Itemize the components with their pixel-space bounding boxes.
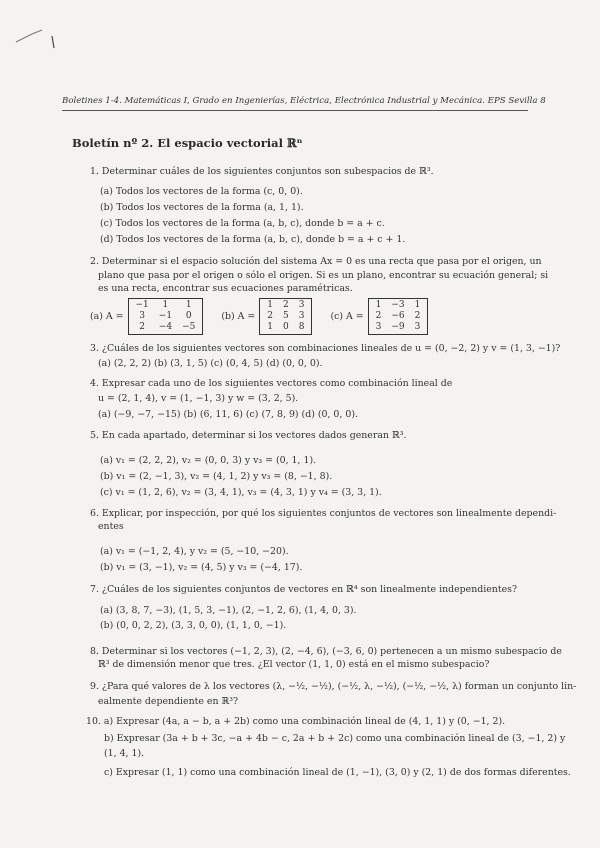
header-rule	[62, 110, 528, 111]
matrix-c-body: 1 −3 1 2 −6 2 3 −9 3	[368, 298, 429, 335]
q1-item-d: (d) Todos los vectores de la forma (a, b, c), donde b = a + c + 1.	[100, 234, 406, 245]
q8-line-2: ℝ³ de dimensión menor que tres. ¿El vector (1, 1, 0) está en el mismo subespacio?	[98, 659, 490, 670]
q5-item-b: (b) v₁ = (2, −1, 3), v₂ = (4, 1, 2) y v₃ = (8, −1, 8).	[100, 471, 333, 482]
q10-line-b2: (1, 4, 1).	[104, 748, 145, 759]
q4-items: (a) (−9, −7, −15) (b) (6, 11, 6) (c) (7, 8, 9) (d) (0, 0, 0).	[98, 409, 358, 420]
q6-item-a: (a) v₁ = (−1, 2, 4), y v₂ = (5, −10, −20).	[100, 546, 289, 557]
q2-line-1: 2. Determinar si el espacio solución del sistema Ax = 0 es una recta que pasa por el origen, un	[90, 256, 542, 267]
q7-item-a: (a) (3, 8, 7, −3), (1, 5, 3, −1), (2, −1, 2, 6), (1, 4, 0, 3).	[100, 605, 357, 616]
q7-text: 7. ¿Cuáles de los siguientes conjuntos de vectores en ℝ⁴ son linealmente independientes?	[90, 584, 517, 595]
matrix-c-label: (c) A =	[330, 311, 364, 322]
matrix-c	[330, 298, 428, 335]
q5-text: 5. En cada apartado, determinar si los vectores dados generan ℝ³.	[90, 430, 407, 441]
q1-text: 1. Determinar cuáles de los siguientes conjuntos son subespacios de ℝ³.	[90, 166, 434, 177]
q10-line-b: b) Expresar (3a + b + 3c, −a + 4b − c, 2a + b + 2c) como una combinación lineal de (3, −1, 2) y	[104, 733, 566, 744]
q5-item-a: (a) v₁ = (2, 2, 2), v₂ = (0, 0, 3) y v₃ = (0, 1, 1).	[100, 455, 317, 466]
matrix-b-label: (b) A =	[221, 311, 256, 322]
q1-item-c: (c) Todos los vectores de la forma (a, b, c), donde b = a + c.	[100, 218, 385, 229]
q6-line-1: 6. Explicar, por inspección, por qué los siguientes conjuntos de vectores son linealmente dependi-	[90, 508, 557, 519]
q8-line-1: 8. Determinar si los vectores (−1, 2, 3), (2, −4, 6), (−3, 6, 0) pertenecen a un mismo subespacio de	[90, 646, 562, 657]
matrix-b	[221, 298, 312, 335]
q3-items: (a) (2, 2, 2) (b) (3, 1, 5) (c) (0, 4, 5) (d) (0, 0, 0).	[98, 358, 323, 369]
q2-line-2: plano que pasa por el origen o sólo el origen. Si es un plano, encontrar su ecuación general; si	[98, 270, 549, 281]
q10-line-a: 10. a) Expresar (4a, a − b, a + 2b) como una combinación lineal de (4, 1, 1) y (0, −1, 2).	[86, 716, 506, 727]
page-header: Boletines 1-4. Matemáticas I, Grado en Ingenierías, Eléctrica, Electrónica Industrial y Mecánica. EPS Sevilla 8	[62, 96, 546, 106]
q4-line-2: u = (2, 1, 4), v = (1, −1, 3) y w = (3, 2, 5).	[98, 393, 299, 404]
matrix-a	[90, 298, 203, 335]
pen-scribble	[14, 14, 64, 50]
q6-item-b: (b) v₁ = (3, −1), v₂ = (4, 5) y v₃ = (−4, 17).	[100, 562, 303, 573]
q6-line-2: entes	[98, 521, 124, 532]
q3-text: 3. ¿Cuáles de los siguientes vectores son combinaciones lineales de u = (0, −2, 2) y v = (1, 3, −1)?	[90, 343, 561, 354]
matrix-a-body: −1 1 1 3 −1 0 2 −4 −5	[128, 298, 204, 335]
matrix-a-label: (a) A =	[90, 311, 124, 322]
q2-matrices	[90, 298, 446, 335]
q1-item-a: (a) Todos los vectores de la forma (c, 0, 0).	[100, 186, 303, 197]
q2-line-3: es una recta, encontrar sus ecuaciones paramétricas.	[98, 283, 353, 294]
q9-line-1: 9. ¿Para qué valores de λ los vectores (λ, −½, −½), (−½, λ, −½), (−½, −½, λ) forman un conjunto lin-	[90, 681, 577, 692]
q10-line-c: c) Expresar (1, 1) como una combinación lineal de (1, −1), (3, 0) y (2, 1) de dos formas diferentes.	[104, 767, 571, 778]
q4-line-1: 4. Expresar cada uno de los siguientes vectores como combinación lineal de	[90, 378, 453, 389]
matrix-b-body: 1 2 3 2 5 3 1 0 8	[259, 298, 312, 335]
q9-line-2: ealmente dependiente en ℝ³?	[98, 696, 239, 707]
q5-item-c: (c) v₁ = (1, 2, 6), v₂ = (3, 4, 1), v₃ = (4, 3, 1) y v₄ = (3, 3, 1).	[100, 487, 382, 498]
q7-item-b: (b) (0, 0, 2, 2), (3, 3, 0, 0), (1, 1, 0, −1).	[100, 620, 287, 631]
q1-item-b: (b) Todos los vectores de la forma (a, 1, 1).	[100, 202, 304, 213]
page-title: Boletín nº 2. El espacio vectorial ℝⁿ	[72, 136, 303, 150]
